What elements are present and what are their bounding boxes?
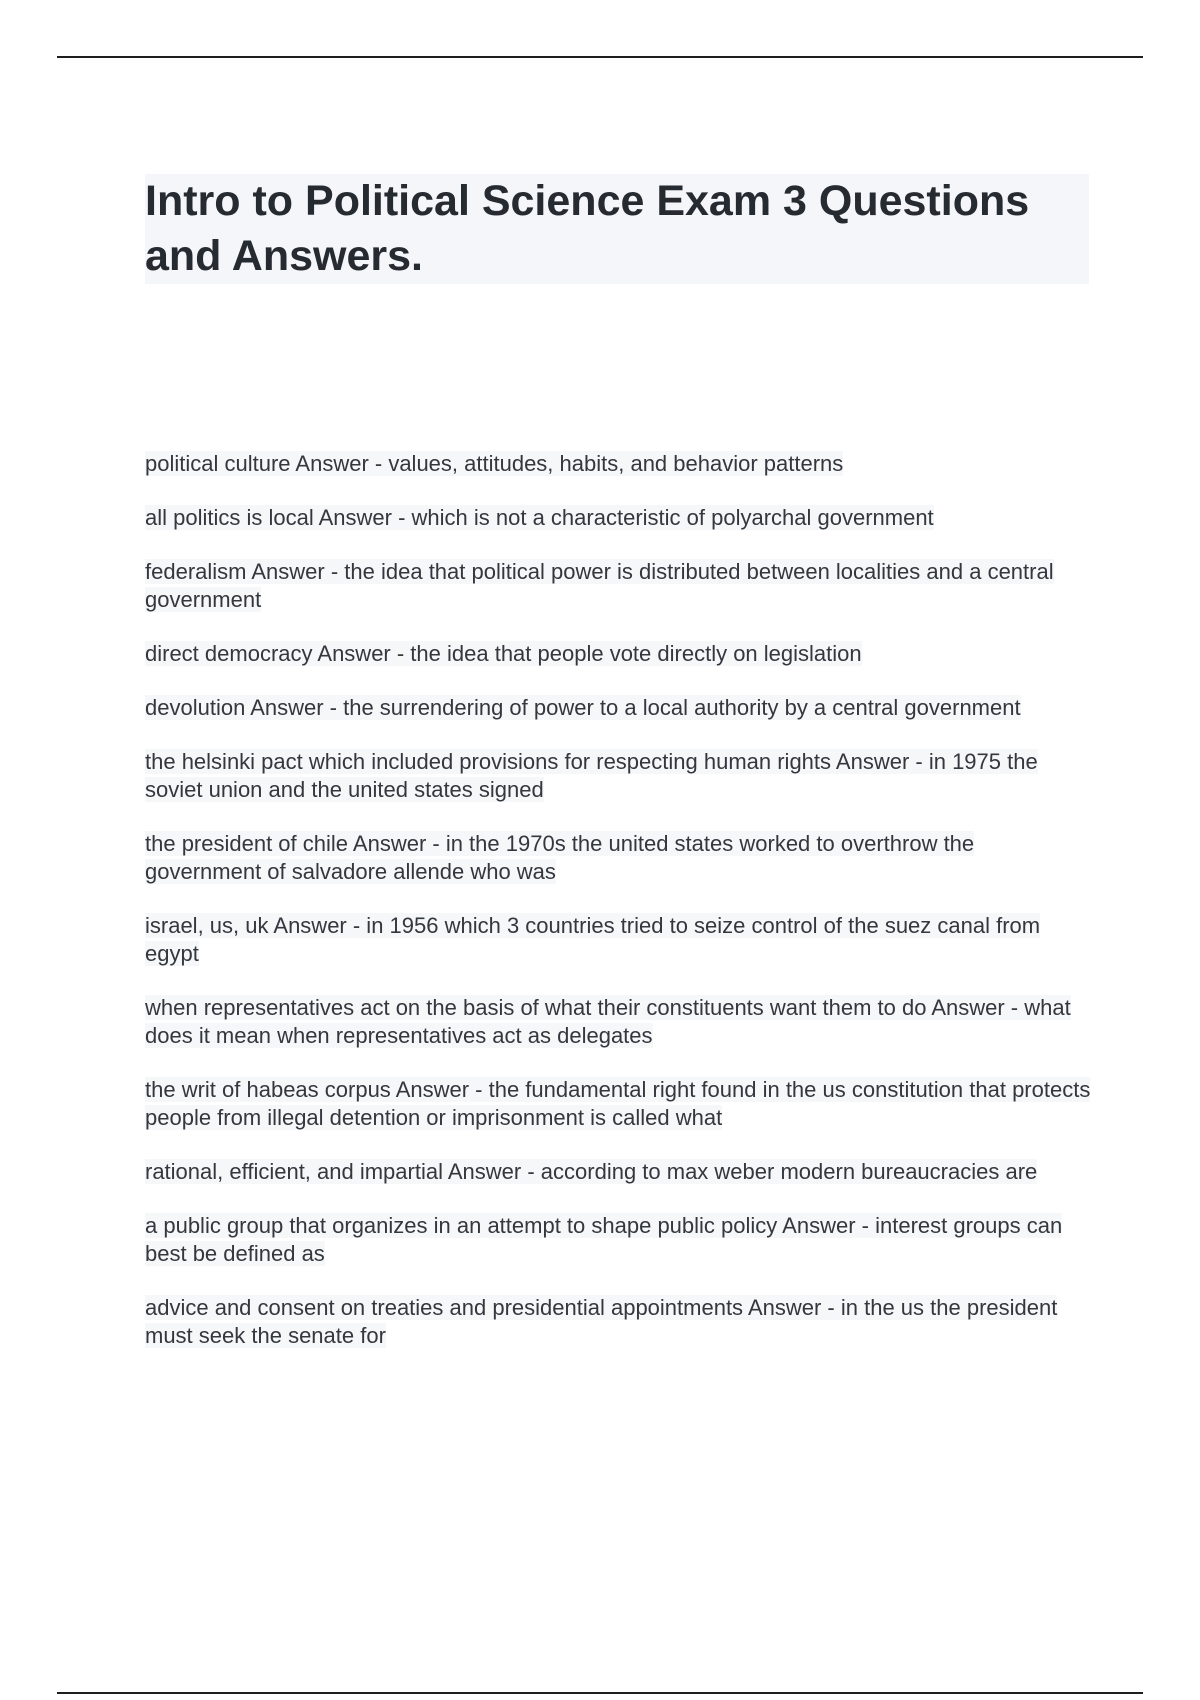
- qa-text: advice and consent on treaties and presidential appointments Answer - in the us the president must seek the senate for: [145, 1295, 1058, 1348]
- qa-item: [145, 1076, 1095, 1132]
- qa-text: all politics is local Answer - which is not a characteristic of polyarchal government: [145, 505, 934, 530]
- qa-text: the president of chile Answer - in the 1970s the united states worked to overthrow the government of salvadore allende who was: [145, 831, 975, 884]
- qa-text: israel, us, uk Answer - in 1956 which 3 countries tried to seize control of the suez canal from egypt: [145, 913, 1041, 966]
- qa-text: political culture Answer - values, attitudes, habits, and behavior patterns: [145, 451, 844, 476]
- qa-text: direct democracy Answer - the idea that people vote directly on legislation: [145, 641, 862, 666]
- qa-item: [145, 912, 1095, 968]
- qa-item: [145, 504, 1095, 532]
- qa-item: [145, 640, 1095, 668]
- qa-text: rational, efficient, and impartial Answer - according to max weber modern bureaucracies are: [145, 1159, 1038, 1184]
- header-rule: [57, 56, 1143, 58]
- qa-text: the helsinki pact which included provisions for respecting human rights Answer - in 1975 the soviet union and the united states signed: [145, 749, 1038, 802]
- qa-item: [145, 1158, 1095, 1186]
- qa-item: [145, 994, 1095, 1050]
- qa-item: [145, 1212, 1095, 1268]
- qa-item: [145, 830, 1095, 886]
- qa-item: [145, 558, 1095, 614]
- qa-text: federalism Answer - the idea that political power is distributed between localities and a central government: [145, 559, 1054, 612]
- page-title: Intro to Political Science Exam 3 Questions and Answers.: [145, 177, 1030, 280]
- qa-text: a public group that organizes in an attempt to shape public policy Answer - interest groups can best be defined as: [145, 1213, 1063, 1266]
- qa-item: [145, 694, 1095, 722]
- qa-text: when representatives act on the basis of what their constituents want them to do Answer - what does it mean when representatives act as delegates: [145, 995, 1071, 1048]
- qa-item: [145, 1294, 1095, 1350]
- qa-text: the writ of habeas corpus Answer - the fundamental right found in the us constitution that protects people from illegal detention or imprisonment is called what: [145, 1077, 1091, 1130]
- qa-text: devolution Answer - the surrendering of power to a local authority by a central government: [145, 695, 1021, 720]
- title-block: [145, 174, 1089, 284]
- qa-list: [145, 450, 1095, 1376]
- qa-item: [145, 748, 1095, 804]
- footer-rule: [57, 1692, 1143, 1694]
- qa-item: [145, 450, 1095, 478]
